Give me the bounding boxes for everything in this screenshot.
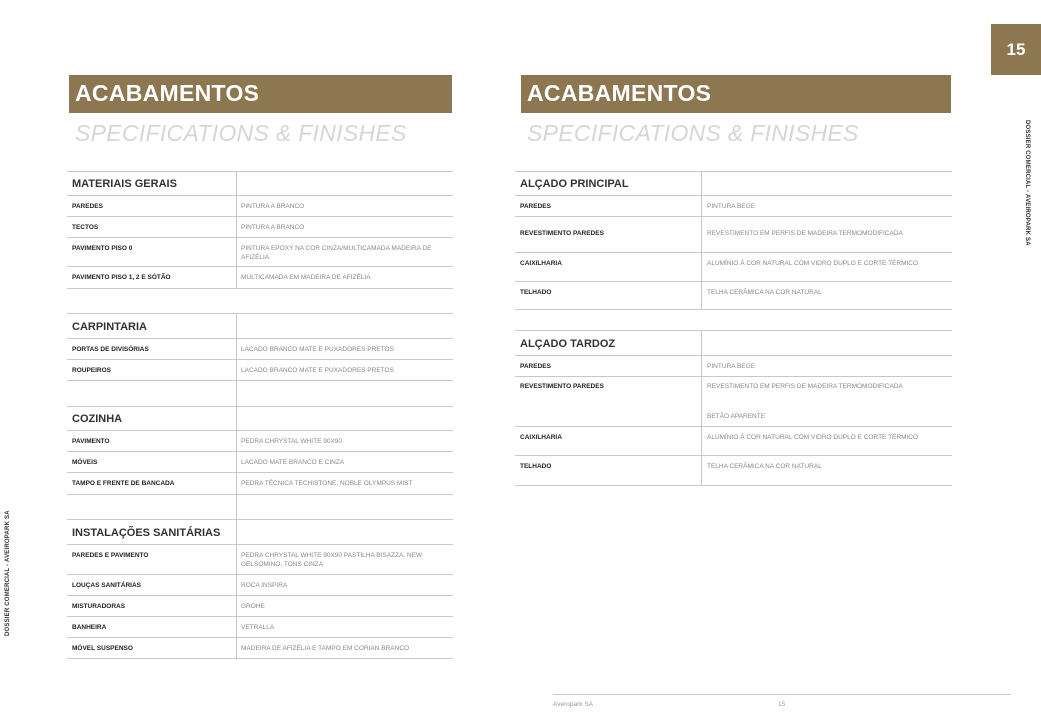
row-value: PINTURA BEGE [707, 363, 756, 370]
table-row [67, 238, 453, 267]
left-subtitle: SPECIFICATIONS & FINISHES [75, 120, 407, 146]
row-label: PAVIMENTO PISO 0 [72, 245, 133, 252]
right-subtitle: SPECIFICATIONS & FINISHES [527, 120, 859, 146]
table-row-empty [67, 289, 453, 314]
row-value: TELHA CERÂMICA NA COR NATURAL [707, 289, 822, 296]
footer-divider [553, 694, 1011, 695]
row-value: PEDRA CHRYSTAL WHITE 90X90 PASTILHA BISAZZA, NEW GELSOMINO, TONS CINZA [241, 552, 423, 568]
table-row [67, 617, 453, 638]
row-label: PAVIMENTO PISO 1, 2 E SÓTÃO [72, 274, 171, 281]
footer-page-number: 15 [778, 701, 786, 708]
row-value: BETÃO APARENTE [707, 413, 766, 420]
table-row [67, 575, 453, 596]
table-row-empty [67, 381, 453, 407]
section-header-materiais-gerais [67, 172, 453, 196]
row-value: LACADO BRANCO MATE E PUXADORES PRETOS [241, 346, 394, 353]
row-label: TELHADO [520, 289, 552, 296]
table-row [515, 456, 952, 486]
table-row [515, 377, 952, 406]
row-label: MÓVEL SUSPENSO [72, 645, 133, 652]
table-row-empty [67, 495, 453, 520]
right-spec-table [515, 0, 952, 720]
table-row [515, 253, 952, 282]
table-row [515, 406, 952, 427]
section-header-alcado-principal [515, 172, 952, 196]
section-header-instalacoes-sanitarias [67, 520, 453, 545]
row-label: BANHEIRA [72, 624, 107, 631]
table-row [515, 217, 952, 253]
row-value: ROCA INSPIRA [241, 582, 288, 589]
row-label: PAVIMENTO [72, 438, 110, 445]
side-text-right: DOSSIER COMERCIAL - AVEIROPARK SA [1024, 120, 1030, 246]
row-value: TELHA CERÂMICA NA COR NATURAL [707, 463, 822, 470]
footer-company: Averopark SA [553, 701, 593, 708]
row-label: ROUPEIROS [72, 367, 112, 374]
right-title: ACABAMENTOS [527, 80, 712, 106]
row-label: CAIXILHARIA [520, 434, 562, 441]
row-value: MADEIRA DE AFIZÉLIA E TAMPO EM CORIAN BRANCO [241, 645, 410, 652]
table-row [67, 267, 453, 289]
section-header-cozinha [67, 407, 453, 431]
page-number: 15 [1006, 40, 1026, 59]
table-row [67, 360, 453, 381]
row-value: PINTURA A BRANCO [241, 203, 305, 210]
row-label: PAREDES [72, 203, 103, 210]
section-title: ALÇADO TARDOZ [520, 338, 616, 350]
row-value: PINTURA BEGE [707, 203, 756, 210]
row-label: PORTAS DE DIVISÓRIAS [72, 346, 149, 353]
row-value: GROHE [241, 603, 265, 610]
left-title: ACABAMENTOS [75, 80, 260, 106]
section-title: INSTALAÇÕES SANITÁRIAS [72, 527, 221, 539]
table-row [515, 196, 952, 217]
side-text-left: DOSSIER COMERCIAL - AVEIROPARK SA [5, 510, 11, 636]
row-label: PAREDES [520, 363, 551, 370]
section-header-carpintaria [67, 314, 453, 339]
table-row [67, 431, 453, 452]
row-value: ALUMÍNIO À COR NATURAL COM VIDRO DUPLO E CORTE TÉRMICO [707, 260, 919, 267]
row-label: PAREDES E PAVIMENTO [72, 552, 149, 559]
table-row [67, 545, 453, 575]
row-label: REVESTIMENTO PAREDES [520, 383, 604, 390]
row-label: MISTURADORAS [72, 603, 126, 610]
row-value: REVESTIMENTO EM PERFIS DE MADEIRA TERMOMODIFICADA [707, 230, 903, 237]
table-row [67, 452, 453, 473]
table-row [67, 473, 453, 495]
table-row [515, 356, 952, 377]
row-value: PINTURA A BRANCO [241, 224, 305, 231]
row-value: PEDRA CHRYSTAL WHITE 90X90 [241, 438, 343, 445]
row-value: LACADO BRANCO MATE E PUXADORES PRETOS [241, 367, 394, 374]
left-spec-table [67, 0, 453, 720]
table-row-empty [515, 310, 952, 331]
page-number-box [991, 24, 1041, 75]
section-title: COZINHA [72, 413, 123, 425]
section-header-alcado-tardoz [515, 331, 952, 356]
table-row [67, 339, 453, 360]
table-row [67, 638, 453, 659]
section-title: MATERIAIS GERAIS [72, 178, 177, 190]
row-label: TECTOS [72, 224, 99, 231]
row-label: TELHADO [520, 463, 552, 470]
section-title: CARPINTARIA [72, 321, 147, 333]
table-row [67, 196, 453, 217]
row-value: PINTURA EPOXY NA COR CINZA/MULTICAMADA MADEIRA DE AFIZÉLIA [241, 245, 432, 261]
row-label: TAMPO E FRENTE DE BANCADA [72, 480, 175, 487]
table-row [67, 596, 453, 617]
row-label: CAIXILHARIA [520, 260, 562, 267]
row-label: REVESTIMENTO PAREDES [520, 230, 604, 237]
table-row [515, 427, 952, 456]
row-value: PEDRA TÉCNICA TECHISTONE, NOBLE OLYMPUS MIST [241, 480, 413, 487]
row-label: PAREDES [520, 203, 551, 210]
row-value: ALUMÍNIO À COR NATURAL COM VIDRO DUPLO E CORTE TÉRMICO [707, 434, 919, 441]
row-label: MÓVEIS [72, 459, 98, 466]
row-label: LOUÇAS SANITÁRIAS [72, 582, 141, 589]
table-row [67, 217, 453, 238]
row-value: REVESTIMENTO EM PERFIS DE MADEIRA TERMOMODIFICADA [707, 383, 903, 390]
section-title: ALÇADO PRINCIPAL [520, 178, 629, 190]
row-value: LACADO MATE BRANCO E CINZA [241, 459, 345, 466]
table-row [515, 282, 952, 310]
row-value: MULTICAMADA EM MADEIRA DE AFIZÉLIA [241, 274, 371, 281]
row-value: VETRALLA [241, 624, 275, 631]
